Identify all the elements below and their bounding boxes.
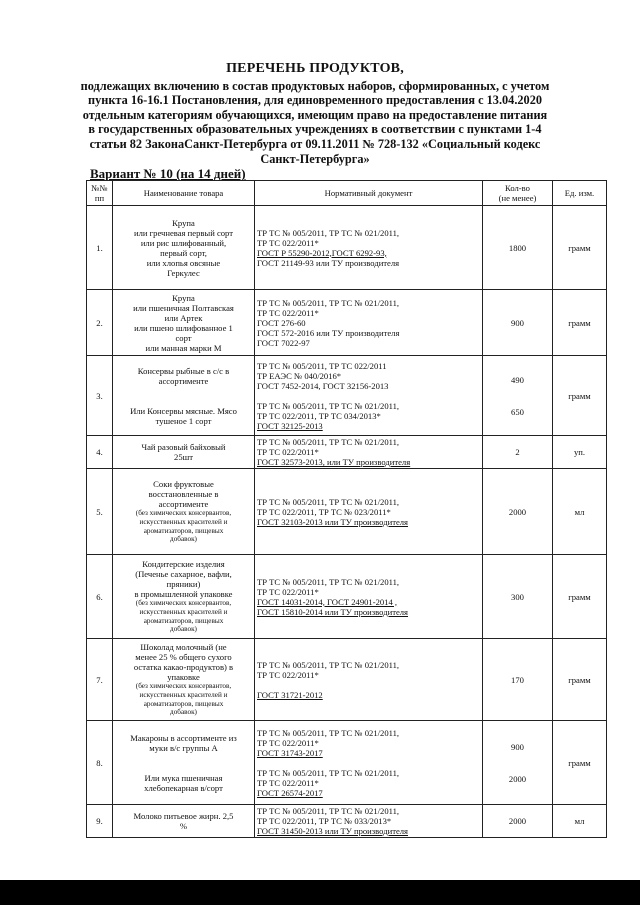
cell-name-line: 25шт (174, 452, 193, 462)
cell-doc (255, 555, 483, 639)
cell-name (113, 469, 255, 555)
cell-name (113, 721, 255, 805)
cell-unit: грамм (553, 639, 607, 721)
cell-name-line: или рис шлифованный, (140, 237, 227, 248)
table-row (87, 639, 607, 721)
cell-doc-line: ГОСТ 31721-2012 (257, 689, 323, 700)
cell-qty (483, 469, 553, 555)
qty-value: 650 (511, 406, 524, 417)
cell-doc-line: ГОСТ 21149-93 или ТУ производителя (257, 257, 400, 268)
cell-doc (255, 206, 483, 290)
cell-doc-line: ГОСТ 15810-2014 или ТУ производителя (257, 606, 409, 617)
table-header-row (87, 181, 607, 206)
qty-value: 170 (511, 674, 524, 685)
subtitle-line: подлежащих включению в состав продуктовых наборов, сформированных, с учетом (80, 78, 550, 93)
document-heading (80, 62, 550, 166)
cell-name-line: Или мука пшеничная (144, 772, 223, 783)
qty-value: 2000 (508, 816, 527, 826)
header-unit: Ед. изм. (553, 181, 607, 206)
cell-doc-line: ТР ТС № 005/2011, ТР ТС № 021/2011, (257, 767, 400, 778)
cell-name-line: упаковке (167, 672, 200, 683)
cell-name-line (115, 386, 252, 396)
cell-num: 7. (87, 639, 113, 721)
cell-unit: мл (553, 469, 607, 555)
cell-name-line: Соки фруктовые (153, 479, 214, 490)
cell-doc-line (257, 391, 480, 401)
cell-name-line: менее 25 % общего сухого (135, 652, 232, 663)
cell-doc-line: ТР ТС № 005/2011, ТР ТС № 021/2011, (257, 297, 400, 308)
table-row (87, 356, 607, 436)
cell-name-line: или пшено шлифованное 1 (134, 322, 233, 333)
variant-label: Вариант № 10 (на 14 дней) (90, 166, 246, 181)
cell-doc-line: ТР ТС 022/2011* (257, 586, 319, 597)
qty-value: 490 (511, 374, 524, 385)
cell-name-line (115, 396, 252, 406)
cell-name-line: или Артек (164, 312, 203, 323)
cell-unit: грамм (553, 206, 607, 290)
cell-doc-line: ТР ТС 022/2011, ТР ТС № 033/2013* (257, 816, 392, 826)
document-title: ПЕРЕЧЕНЬ ПРОДУКТОВ, (226, 61, 404, 76)
cell-qty (483, 721, 553, 805)
cell-name-line: Макароны в ассортименте из (130, 732, 237, 743)
cell-name-line: хлебопекарная в/сорт (144, 782, 223, 793)
cell-doc-line: ГОСТ 276-60 (257, 317, 306, 328)
qty-value: 300 (511, 591, 524, 602)
cell-name-line: ассортименте (158, 499, 209, 510)
table-row (87, 805, 607, 838)
cell-doc (255, 469, 483, 555)
cell-name-line: или хлопья овсяные (146, 257, 221, 268)
cell-num: 3. (87, 356, 113, 436)
cell-name-line: искусственных красителей и (139, 690, 228, 699)
cell-unit: грамм (553, 356, 607, 436)
cell-name (113, 805, 255, 838)
cell-doc-line: ТР ТС № 005/2011, ТР ТС № 021/2011, (257, 576, 400, 587)
cell-name-line: Кондитерские изделия (142, 559, 225, 570)
cell-name (113, 555, 255, 639)
cell-doc-line (257, 758, 480, 768)
cell-qty (483, 356, 553, 436)
cell-name (113, 206, 255, 290)
subtitle-line: отдельным категориям обучающихся, имеющим право на предоставление питания (82, 107, 548, 122)
cell-doc (255, 356, 483, 436)
header-name: Наименование товара (113, 181, 255, 206)
cell-doc-line (257, 680, 480, 690)
cell-qty (483, 290, 553, 356)
cell-unit: грамм (553, 290, 607, 356)
cell-doc-line: ГОСТ 26574-2017 (257, 787, 323, 798)
cell-doc (255, 436, 483, 469)
cell-doc-line: ГОСТ 7452-2014, ГОСТ 32156-2013 (257, 380, 389, 391)
qty-value: 2000 (508, 506, 527, 517)
cell-doc-line: ТР ТС 022/2011* (257, 737, 319, 748)
cell-num: 6. (87, 555, 113, 639)
products-table (86, 180, 607, 838)
cell-name-line: первый сорт, (160, 247, 207, 258)
cell-name-line: в промышленной упаковке (134, 589, 233, 600)
cell-name (113, 436, 255, 469)
cell-num: 1. (87, 206, 113, 290)
cell-name-line: ассортименте (158, 375, 209, 386)
table-row (87, 721, 607, 805)
cell-qty (483, 805, 553, 838)
qty-value: 900 (511, 741, 524, 752)
cell-name-line: Крупа (172, 217, 195, 228)
cell-unit: мл (553, 805, 607, 838)
cell-doc-line: ТР ТС № 005/2011, ТР ТС № 021/2011, (257, 806, 400, 816)
scan-bottom-edge (0, 880, 640, 905)
cell-doc-line: ТР ТС № 005/2011, ТР ТС № 021/2011, (257, 496, 400, 507)
cell-doc-line: ГОСТ 32103-2013 или ТУ производителя (257, 516, 409, 527)
cell-name (113, 356, 255, 436)
cell-doc-line: ТР ТС 022/2011* (257, 777, 319, 788)
cell-unit: грамм (553, 555, 607, 639)
cell-name (113, 290, 255, 356)
cell-name-line: или гречневая первый сорт (134, 227, 233, 238)
cell-doc (255, 639, 483, 721)
table-row (87, 290, 607, 356)
header-num: №№ пп (87, 181, 113, 206)
cell-name-line: муки в/с группы А (149, 742, 218, 753)
cell-doc (255, 721, 483, 805)
cell-doc (255, 290, 483, 356)
cell-doc-line: ТР ТС 022/2011, ТР ТС № 023/2011* (257, 506, 391, 517)
subtitle-line: пункта 16-16.1 Постановления, для единовременного предоставления с 13.04.2020 (88, 93, 542, 108)
cell-name-line: или манная марки М (145, 342, 222, 353)
cell-name-line: искусственных красителей и (139, 607, 228, 616)
cell-name-line: остатка какао-продуктов) в (133, 662, 234, 673)
cell-name-line: Консервы рыбные в с/с в (137, 365, 230, 376)
header-doc: Нормативный документ (255, 181, 483, 206)
cell-name-line: (без химических консервантов, (135, 599, 232, 608)
cell-name-line: (без химических консервантов, (135, 509, 232, 518)
cell-name-line: Чай разовый байховый (141, 442, 226, 452)
table-body (87, 206, 607, 838)
cell-name-line: восстановленные в (148, 489, 219, 500)
cell-doc-line: ГОСТ 572-2016 или ТУ производителя (257, 327, 400, 338)
cell-qty (483, 436, 553, 469)
cell-doc-line: ТР ЕАЭС № 040/2016* (257, 370, 342, 381)
cell-name-line: добавок) (170, 708, 197, 717)
subtitle-line: статьи 82 ЗаконаСанкт-Петербурга от 09.11.2011 № 728-132 «Социальный кодекс (89, 136, 541, 151)
cell-qty (483, 555, 553, 639)
document-subtitle (80, 79, 550, 167)
table-row (87, 469, 607, 555)
cell-doc-line: ГОСТ 7022-97 (257, 337, 310, 348)
cell-doc-line: ТР ТС 022/2011, ТР ТС 034/2013* (257, 410, 381, 421)
cell-name-line: (Печенье сахарное, вафли, (135, 569, 232, 580)
cell-doc-line: ТР ТС № 005/2011, ТР ТС № 021/2011, (257, 227, 400, 238)
cell-doc-line: ТР ТС № 005/2011, ТР ТС № 021/2011, (257, 727, 400, 738)
cell-name-line: или пшеничная Полтавская (133, 302, 234, 313)
cell-name-line: % (179, 821, 188, 831)
cell-doc-line: ТР ТС 022/2011* (257, 237, 319, 248)
cell-name-line: Или Консервы мясные. Мясо (130, 405, 237, 416)
cell-name-line: искусственных красителей и (139, 517, 228, 526)
cell-doc-line: ТР ТС № 005/2011, ТР ТС № 021/2011, (257, 659, 400, 670)
cell-name-line: Молоко питьевое жирн. 2,5 (133, 811, 234, 821)
cell-name-line: Шоколад молочный (не (140, 642, 227, 653)
cell-name-line: (без химических консервантов, (135, 682, 232, 691)
cell-doc-line: ГОСТ Р 55290-2012,ГОСТ 6292-93, (257, 247, 387, 258)
cell-doc-line: ТР ТС № 005/2011, ТР ТС № 021/2011, (257, 400, 400, 411)
table-row (87, 555, 607, 639)
cell-num: 4. (87, 436, 113, 469)
qty-value: 900 (511, 317, 524, 328)
cell-doc-line: ГОСТ 14031-2014, ГОСТ 24901-2014 , (257, 596, 398, 607)
cell-name-line: ароматизаторов, пищевых (143, 616, 224, 625)
header-qty: Кол-во (не менее) (483, 181, 553, 206)
table-row (87, 436, 607, 469)
cell-num: 5. (87, 469, 113, 555)
cell-num: 8. (87, 721, 113, 805)
qty-value: 2000 (508, 773, 527, 784)
cell-name-line: добавок) (170, 535, 197, 544)
subtitle-line: в государственных образовательных учреждениях в соответствии с пунктами 1-4 (88, 122, 542, 137)
cell-doc-line: ТР ТС 022/2011* (257, 307, 319, 318)
cell-qty (483, 206, 553, 290)
cell-doc-line: ГОСТ 31743-2017 (257, 747, 323, 758)
cell-name-line (115, 753, 252, 763)
cell-name-line: пряники) (166, 579, 201, 590)
qty-value: 1800 (508, 242, 527, 253)
cell-doc-line: ТР ТС 022/2011* (257, 669, 319, 680)
cell-doc-line: ГОСТ 31450-2013 или ТУ производителя (257, 826, 409, 836)
cell-unit: грамм (553, 721, 607, 805)
qty-value: 2 (515, 447, 520, 457)
cell-name-line: сорт (175, 332, 192, 343)
cell-name-line: ароматизаторов, пищевых (143, 699, 224, 708)
cell-doc-line: ТР ТС 022/2011* (257, 447, 319, 457)
cell-num: 9. (87, 805, 113, 838)
cell-name-line: ароматизаторов, пищевых (143, 526, 224, 535)
cell-num: 2. (87, 290, 113, 356)
cell-name-line: Крупа (172, 292, 195, 303)
cell-name-line: тушеное 1 сорт (155, 415, 212, 426)
table-row (87, 206, 607, 290)
cell-name-line: добавок) (170, 625, 197, 634)
cell-name-line: Геркулес (167, 267, 200, 278)
cell-name (113, 639, 255, 721)
subtitle-line: Санкт-Петербурга» (260, 151, 370, 166)
cell-unit: уп. (553, 436, 607, 469)
cell-doc-line: ТР ТС № 005/2011, ТР ТС 022/2011 (257, 360, 387, 371)
cell-doc (255, 805, 483, 838)
cell-doc-line: ГОСТ 32573-2013, или ТУ производителя (257, 457, 411, 467)
cell-qty (483, 639, 553, 721)
cell-doc-line: ТР ТС № 005/2011, ТР ТС № 021/2011, (257, 437, 400, 447)
cell-doc-line: ГОСТ 32125-2013 (257, 420, 323, 431)
cell-name-line (115, 763, 252, 773)
